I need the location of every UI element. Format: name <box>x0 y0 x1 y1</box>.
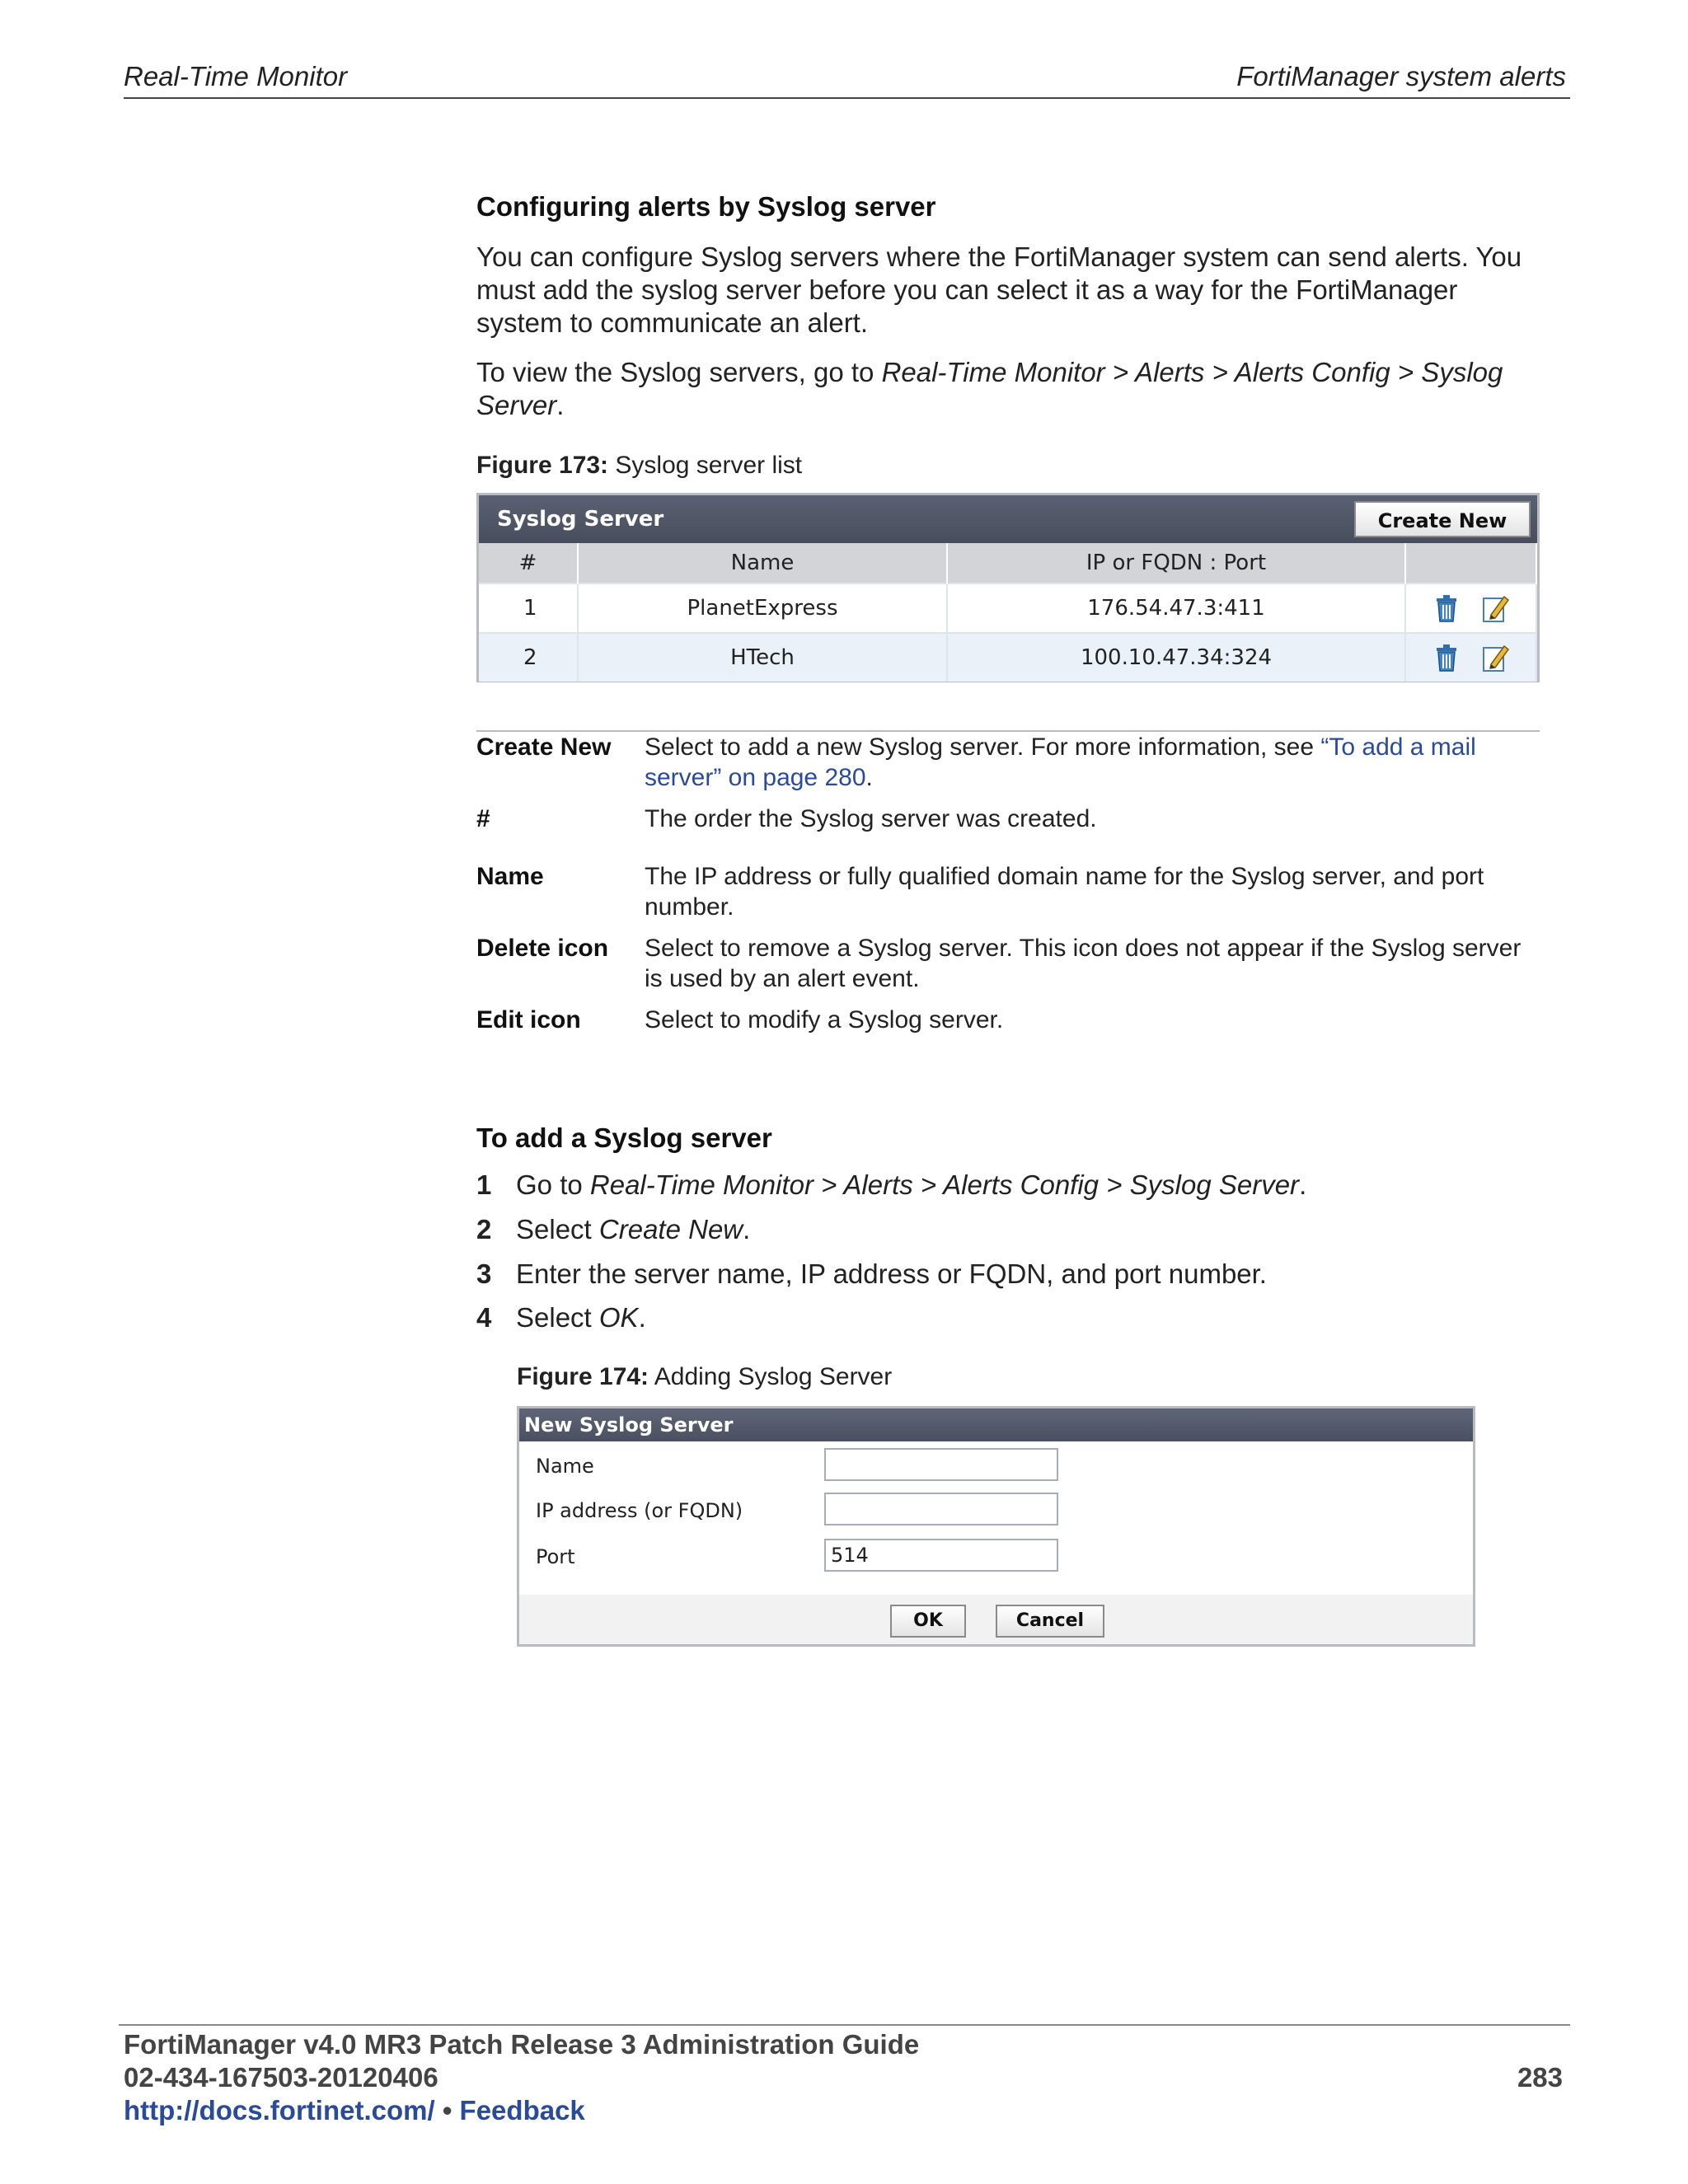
footer-divider <box>119 2024 1570 2026</box>
running-header-left: Real-Time Monitor <box>124 61 348 91</box>
page-number: 283 <box>1517 2062 1563 2093</box>
row-actions <box>1405 633 1536 682</box>
running-header-right: FortiManager system alerts <box>1236 61 1566 91</box>
cancel-button[interactable]: Cancel <box>996 1605 1104 1638</box>
step-text: Select <box>516 1214 599 1244</box>
step-suffix: . <box>1299 1169 1307 1200</box>
figure-174-caption <box>517 1363 892 1391</box>
step-2 <box>476 1214 750 1245</box>
column-header-address[interactable]: IP or FQDN : Port <box>947 543 1405 583</box>
create-new-button[interactable]: Create New <box>1354 501 1531 537</box>
new-syslog-server-title: New Syslog Server <box>519 1408 1473 1441</box>
footer-guide-title: FortiManager v4.0 MR3 Patch Release 3 Administration Guide <box>124 2029 920 2060</box>
def-create-new-end: . <box>865 764 873 791</box>
step-text: Enter the server name, IP address or FQDN, and port number. <box>516 1258 1267 1289</box>
row-number: 1 <box>479 583 578 633</box>
step-suffix: . <box>743 1214 751 1244</box>
navigation-line-1 <box>476 356 1540 389</box>
section-heading-add-syslog: To add a Syslog server <box>476 1122 772 1153</box>
intro-line-1: You can configure Syslog servers where the FortiManager system can send alerts. You <box>476 241 1522 272</box>
row-address: 176.54.47.3:411 <box>947 583 1405 633</box>
step-number: 3 <box>476 1258 492 1289</box>
row-actions <box>1405 583 1536 633</box>
header-divider <box>124 97 1570 99</box>
name-input[interactable] <box>824 1448 1058 1481</box>
step-4 <box>476 1302 646 1333</box>
figure-173-caption-text: Syslog server list <box>615 452 803 479</box>
figure-173-label: Figure 173: <box>476 452 609 479</box>
step-number: 2 <box>476 1214 492 1244</box>
syslog-server-table <box>479 543 1537 682</box>
term-create-new: Create New <box>476 733 612 761</box>
def-create-new <box>645 732 1540 793</box>
step-number: 1 <box>476 1169 492 1200</box>
navigation-prefix: To view the Syslog servers, go to <box>476 357 882 387</box>
trash-icon[interactable] <box>1432 643 1461 673</box>
step-number: 4 <box>476 1302 492 1333</box>
def-name-line-1: The IP address or fully qualified domain name for the Syslog server, and port <box>645 863 1484 890</box>
step-emphasis: Real-Time Monitor > Alerts > Alerts Config > Syslog Server <box>589 1169 1300 1200</box>
edit-icon[interactable] <box>1481 593 1509 623</box>
table-header-row <box>479 543 1536 583</box>
intro-line-3: system to communicate an alert. <box>476 307 869 338</box>
def-delete-line-2: is used by an alert event. <box>645 965 920 992</box>
table-row[interactable] <box>479 633 1536 682</box>
term-edit-icon: Edit icon <box>476 1006 581 1033</box>
def-edit-icon: Select to modify a Syslog server. <box>645 1006 1004 1033</box>
link-line-1: “To add a mail <box>1320 733 1476 761</box>
term-name: Name <box>476 863 544 890</box>
step-3 <box>476 1258 1267 1290</box>
footer-links <box>124 2095 585 2126</box>
term-delete-icon: Delete icon <box>476 935 609 962</box>
navigation-line-2 <box>476 389 1540 422</box>
name-label: Name <box>536 1455 594 1478</box>
field-definitions <box>476 730 1540 1033</box>
def-delete-icon <box>645 933 1540 994</box>
step-suffix: . <box>638 1302 646 1333</box>
column-header-name[interactable]: Name <box>578 543 947 583</box>
step-text: Go to <box>516 1169 590 1200</box>
table-row[interactable] <box>479 583 1536 633</box>
footer-doc-id: 02-434-167503-20120406 <box>124 2062 438 2093</box>
navigation-path-end: Server <box>476 390 557 420</box>
port-input[interactable]: 514 <box>824 1539 1058 1572</box>
figure-173-caption <box>476 452 1540 480</box>
ip-address-input[interactable] <box>824 1493 1058 1526</box>
def-hash: The order the Syslog server was created. <box>645 805 1097 832</box>
row-name: HTech <box>578 633 947 682</box>
step-1 <box>476 1169 1306 1201</box>
docs-url-link[interactable]: http://docs.fortinet.com/ <box>124 2095 435 2125</box>
step-emphasis: OK <box>598 1302 639 1333</box>
figure-174-label: Figure 174: <box>517 1363 649 1390</box>
dialog-button-bar <box>519 1595 1473 1644</box>
figure-174-caption-text: Adding Syslog Server <box>654 1363 893 1390</box>
term-hash: # <box>476 805 490 832</box>
column-header-actions <box>1405 543 1536 583</box>
link-line-2: server” on page 280 <box>645 764 866 791</box>
navigation-path: Real-Time Monitor > Alerts > Alerts Config > Syslog <box>881 357 1503 387</box>
row-number: 2 <box>479 633 578 682</box>
intro-line-2: must add the syslog server before you can select it as a way for the FortiManager <box>476 274 1458 305</box>
syslog-server-list-panel <box>476 493 1540 682</box>
row-address: 100.10.47.34:324 <box>947 633 1405 682</box>
def-name-line-2: number. <box>645 893 734 921</box>
syslog-server-titlebar <box>479 495 1537 543</box>
syslog-server-title: Syslog Server <box>497 507 664 532</box>
step-text: Select <box>516 1302 599 1333</box>
intro-paragraph <box>476 241 1540 340</box>
trash-icon[interactable] <box>1432 593 1461 623</box>
row-name: PlanetExpress <box>578 583 947 633</box>
def-create-new-text: Select to add a new Syslog server. For more information, see <box>645 733 1321 761</box>
def-name <box>645 861 1540 922</box>
step-emphasis: Create New <box>598 1214 743 1244</box>
def-delete-line-1: Select to remove a Syslog server. This icon does not appear if the Syslog server <box>645 935 1522 962</box>
ip-address-label: IP address (or FQDN) <box>536 1499 743 1522</box>
column-header-number[interactable]: # <box>479 543 578 583</box>
navigation-paragraph <box>476 356 1540 422</box>
ok-button[interactable]: OK <box>890 1605 966 1638</box>
edit-icon[interactable] <box>1481 643 1509 673</box>
new-syslog-server-dialog <box>517 1406 1475 1647</box>
port-label: Port <box>536 1545 575 1568</box>
feedback-link[interactable]: Feedback <box>459 2095 585 2125</box>
footer-bullet: • <box>434 2095 460 2125</box>
section-heading-syslog: Configuring alerts by Syslog server <box>476 191 936 222</box>
navigation-suffix: . <box>556 390 565 420</box>
